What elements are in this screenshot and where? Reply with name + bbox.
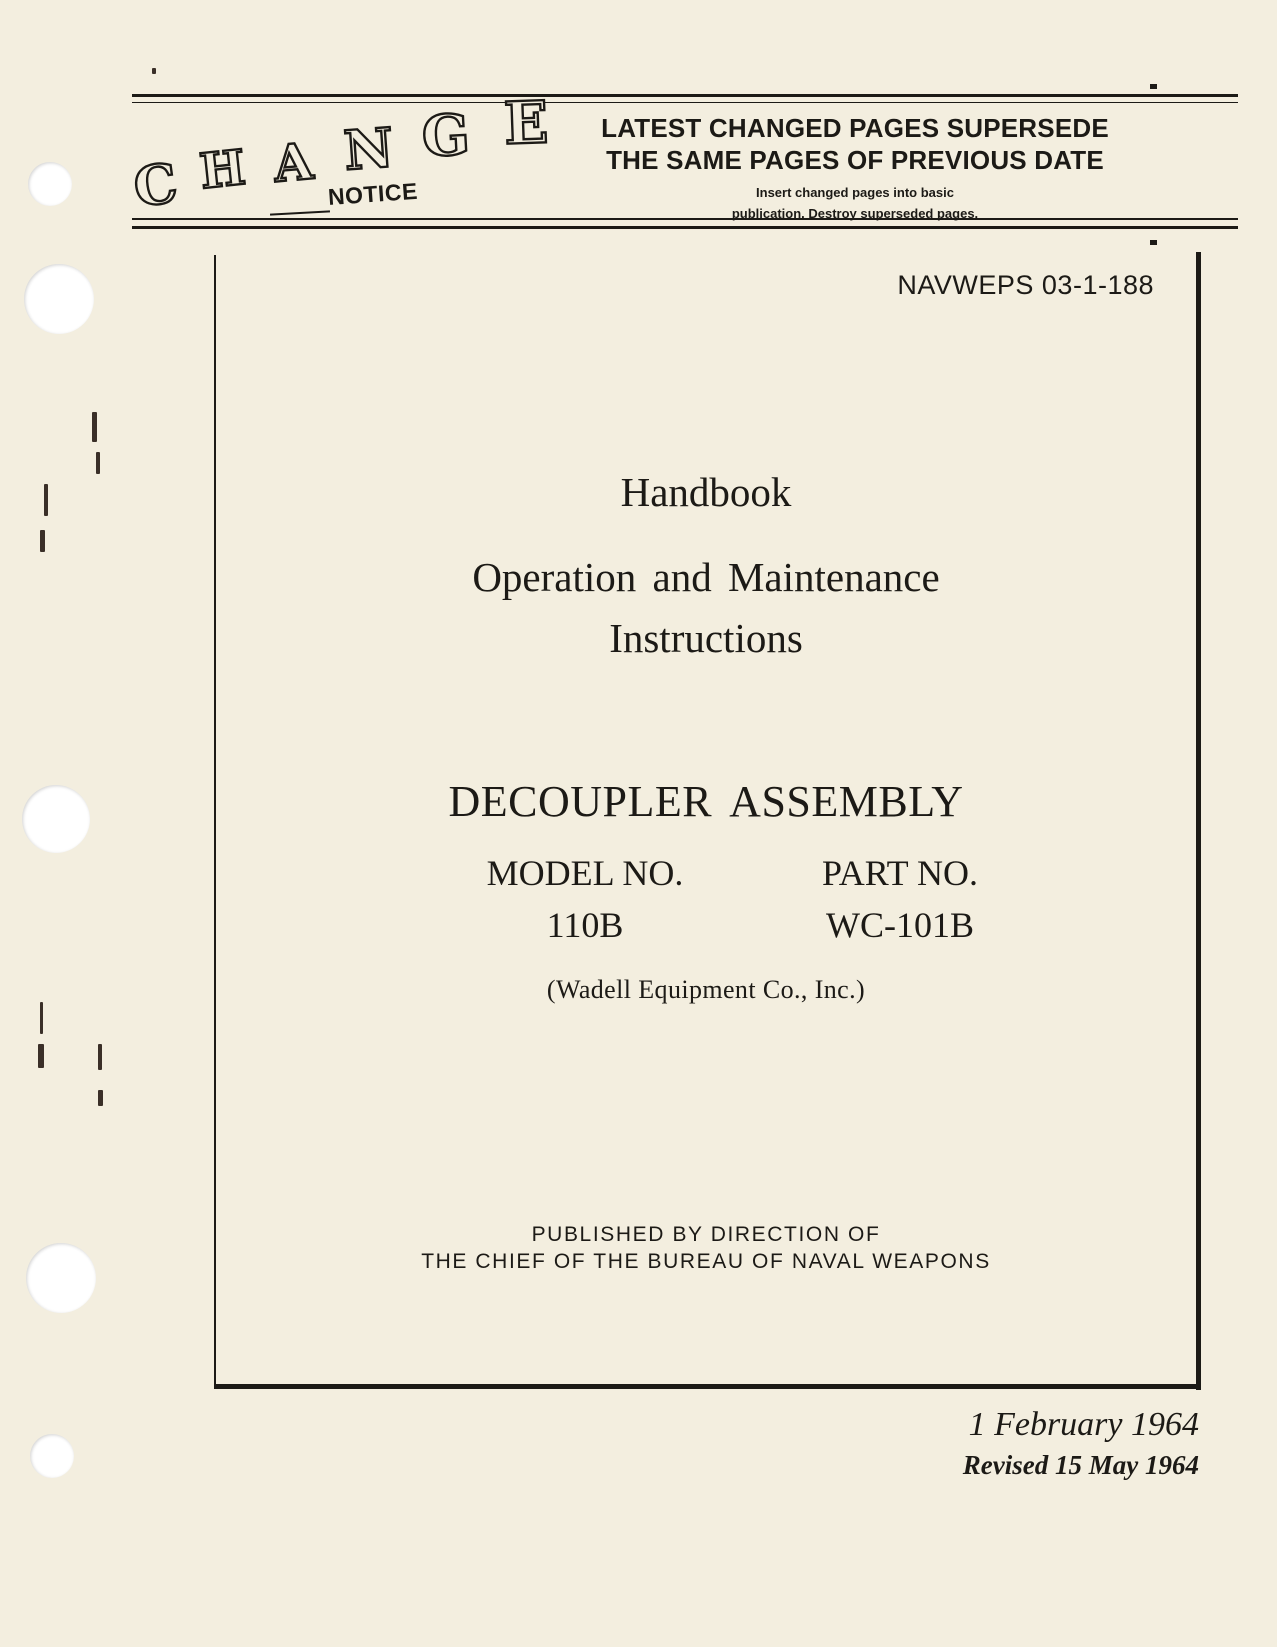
publisher-line: PUBLISHED BY DIRECTION OF [531,1223,881,1246]
change-logo-letter: H [197,139,249,201]
binding-mark [98,1090,103,1106]
notice-word: NOTICE [327,177,419,211]
part-number-value: WC-101B [826,905,974,945]
binder-hole [28,162,72,206]
header-rule [132,94,1238,97]
handbook-title: Handbook [620,469,792,515]
manufacturer: (Wadell Equipment Co., Inc.) [546,975,866,1004]
frame-border [1196,252,1201,1390]
header-tick [1150,240,1157,245]
publisher-line: THE CHIEF OF THE BUREAU OF NAVAL WEAPONS [421,1250,991,1273]
binder-hole [24,264,94,334]
binding-mark [96,452,100,474]
instruction-line: Insert changed pages into basic [756,185,954,200]
publication-number: NAVWEPS 03-1-188 [897,270,1154,300]
model-number-value: 110B [546,905,624,945]
product-name: DECOUPLER ASSEMBLY [448,777,964,826]
change-logo-letter: N [341,115,396,183]
binding-mark [152,68,156,74]
change-logo-letter: A [271,131,316,194]
binding-mark [40,1002,43,1034]
binding-mark [98,1044,102,1070]
header-rule [132,226,1238,229]
part-number-label: PART NO. [822,853,978,893]
frame-border [214,1384,1201,1389]
binder-hole [30,1434,74,1478]
instruction-text [600,182,1110,224]
title-line: Operation and Maintenance [472,554,940,600]
binding-mark [40,530,45,552]
notice-underline [270,210,330,215]
supersede-notice [600,112,1110,224]
change-logo-letter: E [502,88,550,158]
binder-hole [26,1243,96,1313]
issue-date: 1 February 1964 [968,1406,1199,1443]
binder-hole [22,785,90,853]
binding-mark [38,1044,44,1068]
binding-mark [92,412,97,442]
binding-mark [44,484,48,516]
change-logo-letter: G [420,101,472,171]
model-number-label: MODEL NO. [486,853,684,893]
instruction-line: publication. Destroy superseded pages. [731,206,979,221]
change-logo-letter: C [129,150,182,220]
supersede-line: LATEST CHANGED PAGES SUPERSEDE [601,113,1109,143]
supersede-line: THE SAME PAGES OF PREVIOUS DATE [606,145,1104,175]
change-notice-logo [129,88,574,222]
revised-date: Revised 15 May 1964 [962,1450,1199,1480]
title-line: Instructions [609,615,803,661]
header-tick [1150,84,1157,89]
